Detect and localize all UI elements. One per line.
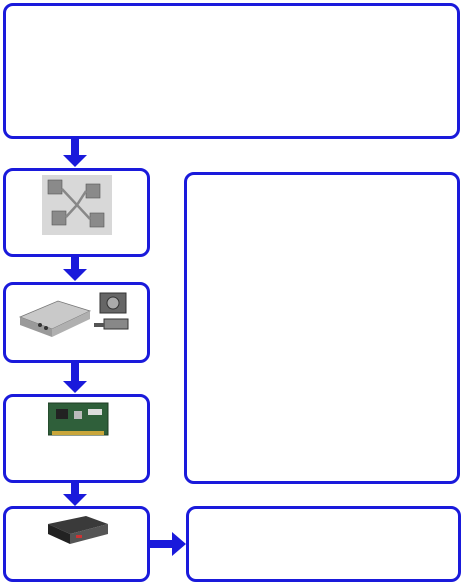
digitizer-board-image bbox=[48, 401, 110, 439]
flow-arrow-1 bbox=[71, 139, 79, 155]
receiver-devices-image bbox=[18, 287, 138, 341]
quadrature-module-image bbox=[46, 512, 110, 546]
quadrature-signal-plot bbox=[194, 512, 456, 560]
flow-arrow-5 bbox=[150, 540, 172, 548]
quadrature-panel bbox=[3, 506, 150, 582]
flow-arrow-2 bbox=[71, 257, 79, 269]
flow-arrowhead-2 bbox=[63, 269, 87, 281]
spectrum-plot bbox=[6, 8, 457, 112]
receiver-panel bbox=[3, 282, 150, 363]
flow-arrowhead-5 bbox=[172, 532, 186, 556]
flow-arrow-3 bbox=[71, 363, 79, 381]
antenna-array-image bbox=[42, 175, 112, 235]
flow-arrowhead-4 bbox=[63, 494, 87, 506]
digitizer-panel bbox=[3, 394, 150, 483]
flow-arrow-4 bbox=[71, 483, 79, 494]
recorded-signal-panel bbox=[186, 506, 461, 582]
antenna-panel bbox=[3, 168, 150, 257]
flow-arrowhead-1 bbox=[63, 155, 87, 167]
characteristics-panel bbox=[184, 172, 460, 484]
spectrum-panel bbox=[3, 3, 460, 139]
flow-arrowhead-3 bbox=[63, 381, 87, 393]
